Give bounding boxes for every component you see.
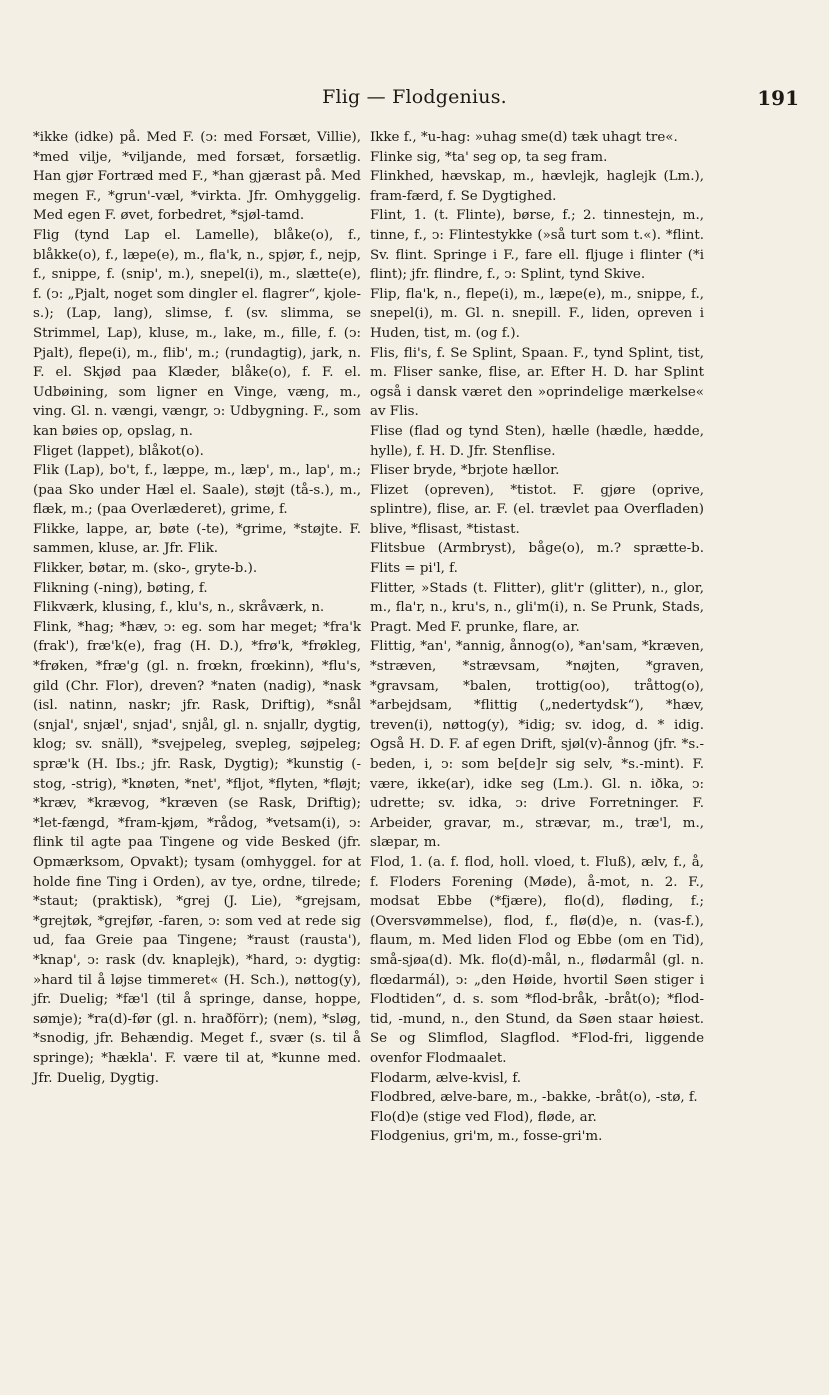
dictionary-entry: Flitsbue (Armbryst), båge(o), m.? sprætte-b. Flits = pi'l, f. — [370, 541, 704, 577]
page-number: 191 — [757, 86, 799, 110]
dictionary-entry: Flinkhed, hævskap, m., hævlejk, haglejk (Lm.), fram-færd, f. Se Dygtighed. — [370, 169, 704, 204]
dictionary-entry: Flig (tynd Lap el. Lamelle), blåke(o), f., blåkke(o), f., læpe(e), m., fla'k, n., spjør, f., nejp, f., snippe, f. (snip', m.), snepel(i), m., slætte(e), f. (ↄ: „Pjalt, noget som dingler el. flagrer“, kjole-s.); (Lap, lang), slimse, f. (sv. slimma, se Strimmel, Lap), kluse, m., lake, m., fille, f. (ↄ: Pjalt), flepe(i), m., flib', m.; (rundagtig), jark, n. F. el. Skjød paa Klæder, blåke(o), f. F. el. Udbøining, som ligner en Vinge, væng, m., ving. Gl. n. vængi, vængr, ↄ: Udbygning. F., som kan bøies op, opslag, n. — [33, 227, 361, 439]
dictionary-entry: Flikke, lappe, ar, bøte (-te), *grime, *støjte. F. sammen, kluse, ar. Jfr. Flik. — [33, 521, 361, 557]
page-header — [30, 86, 799, 118]
dictionary-entry: Flodgenius, gri'm, m., fosse-gri'm. — [370, 1129, 603, 1145]
right-column — [370, 128, 704, 1147]
dictionary-entry: *ikke (idke) på. Med F. (ↄ: med Forsæt, Villie), *med vilje, *viljande, med forsæt, forsætlig. Han gjør Fortræd med F., *han gjærast på. Med megen F., *grun'-væl, *virkta. Jfr. Omhyggelig. Med egen F. øvet, forbedret, *sjøl-tamd. — [33, 130, 361, 224]
dictionary-entry: Flinke sig, *ta' seg op, ta seg fram. — [370, 149, 608, 165]
dictionary-entry: Flo(d)e (stige ved Flod), fløde, ar. — [370, 1109, 597, 1125]
dictionary-entry: Flodbred, ælve-bare, m., -bakke, -bråt(o), -stø, f. — [370, 1090, 698, 1106]
dictionary-entry: Flod, 1. (a. f. flod, holl. vloed, t. Fluß), ælv, f., å, f. Floders Forening (Møde), å-mot, n. 2. F., modsat Ebbe (*fjære), flo(d), fløding, f.; (Oversvømmelse), flod, f., flø(d)e, n. (vas-f.), flaum, m. Med liden Flod og Ebbe (om en Tid), små-sjøa(d). Mk. flo(d)-mål, n., flødarmål (gl. n. flœdarmál), ↄ: „den Høide, hvortil Søen stiger i Flodtiden“, d. s. som *flod-bråk, -bråt(o); *flod-tid, -mund, n., den Stund, da Søen staar høiest. Se og Slimflod, Slagflod. *Flod-fri, liggende ovenfor Flodmaalet. — [370, 854, 704, 1066]
dictionary-entry: Flittig, *an', *annig, ånnog(o), *an'sam, *kræven, *stræven, *strævsam, *nøjten, *graven, *gravsam, *balen, trottig(oo), tråttog(o), *arbejdsam, *flittig („nedertydsk“), *hæv, treven(i), nøttog(y), *idig; sv. idog, d. * idig. Også H. D. F. af egen Drift, sjøl(v)-ånnog (jfr. *s.-beden, i, ↄ: som be[de]r sig selv, *s.-mint). F. være, ikke(ar), idke seg (Lm.). Gl. n. iðka, ↄ: udrette; sv. idka, ↄ: drive Forretninger. F. Arbeider, gravar, m., strævar, m., træ'l, m., slæpar, m. — [370, 639, 704, 851]
dictionary-entry: Flip, fla'k, n., flepe(i), m., læpe(e), m., snippe, f., snepel(i), m. Gl. n. snepill. F., liden, opreven i Huden, tist, m. (og f.). — [370, 286, 704, 341]
dictionary-entry: Flink, *hag; *hæv, ↄ: eg. som har meget; *fra'k (frak'), fræ'k(e), frag (H. D.), *frø'k, *frøkleg, *frøken, *fræ'g (gl. n. frœkn, frœkinn), *flu's, gild (Chr. Flor), dreven? *naten (nadig), *nask (isl. natinn, naskr; jfr. Rask, Driftig), *snål (snjal', snjæl', snjad', snjål, gl. n. snjallr, dygtig, klog; sv. snäll), *svejpeleg, svepleg, søjpeleg; spræ'k (H. Ibs.; jfr. Rask, Dygtig); *kunstig (-stog, -strig), *knøten, *net', *fljot, *flyten, *fløjt; *kræv, *krævog, *kræven (se Rask, Driftig); *let-fængd, *fram-kjøm, *rådog, *vetsam(i), ↄ: flink til agte paa Tingene og vide Besked (jfr. Opmærksom, Opvakt); tysam (omhyggel. for at holde fine Ting i Orden), av tye, ordne, tilrede; *staut; (praktisk), *grej (J. Lie), *grejsam, *grejtøk, *grejfør, -faren, ↄ: som ved at rede sig ud, faa Greie paa Tingene; *raust (rausta'), *knap', ↄ: rask (dv. knaplejk), *hard, ↄ: dygtig: »hard til å løjse timmeret« (H. Sch.), nøttog(y), jfr. Duelig; *fæ'l (til å springe, danse, hoppe, sømje); *ra(d)-før (gl. n. hraðförr); (nem), *sløg, *snodig, jfr. Behændig. Meget f., svær (s. til å springe); *hækla'. F. være til at, *kunne med. Jfr. Duelig, Dygtig. — [33, 619, 361, 1086]
dictionary-entry: Flitter, »Stads (t. Flitter), glit'r (glitter), n., glor, m., fla'r, n., kru's, n., gli'm(i), n. Se Prunk, Stads, Pragt. Med F. prunke, flare, ar. — [370, 580, 704, 635]
dictionary-entry: Flodarm, ælve-kvisl, f. — [370, 1070, 522, 1086]
dictionary-entry: Flis, fli's, f. Se Splint, Spaan. F., tynd Splint, tist, m. Fliser sanke, flise, ar. Efter H. D. har Splint også i dansk været den »oprindelige mærkelse« av Flis. — [370, 345, 704, 420]
dictionary-entry: Flikker, bøtar, m. (sko-, gryte-b.). — [33, 561, 258, 577]
dictionary-entry: Flikværk, klusing, f., klu's, n., skråværk, n. — [33, 600, 325, 616]
dictionary-entry: Flik (Lap), bo't, f., læppe, m., læp', m., lap', m.; (paa Sko under Hæl el. Saale), støjt (tå-s.), m., flæk, m.; (paa Overlæderet), grime, f. — [33, 463, 361, 518]
running-head: Flig — Flodgenius. — [322, 86, 507, 108]
dictionary-entry: Flint, 1. (t. Flinte), børse, f.; 2. tinnestejn, m., tinne, f., ↄ: Flintestykke (»så turt som t.«). *flint. Sv. flint. Springe i F., fare ell. fljuge i flinter (*i flint); jfr. flindre, f., ↄ: Splint, tynd Skive. — [370, 208, 704, 283]
dictionary-entry: Ikke f., *u-hag: »uhag sme(d) tæk uhagt tre«. — [370, 130, 678, 145]
dictionary-entry: Fliget (lappet), blåkot(o). — [33, 443, 204, 459]
left-column — [33, 128, 361, 1088]
dictionary-entry: Flikning (-ning), bøting, f. — [33, 580, 208, 596]
dictionary-entry: Flise (flad og tynd Sten), hælle (hædle, hædde, hylle), f. H. D. Jfr. Stenflise. — [370, 423, 704, 459]
dictionary-entry: Fliser bryde, *brjote hællor. — [370, 463, 560, 479]
dictionary-entry: Flizet (opreven), *tistot. F. gjøre (oprive, splintre), flise, ar. F. (el. trævlet paa Overfladen) blive, *flisast, *tistast. — [370, 482, 704, 537]
